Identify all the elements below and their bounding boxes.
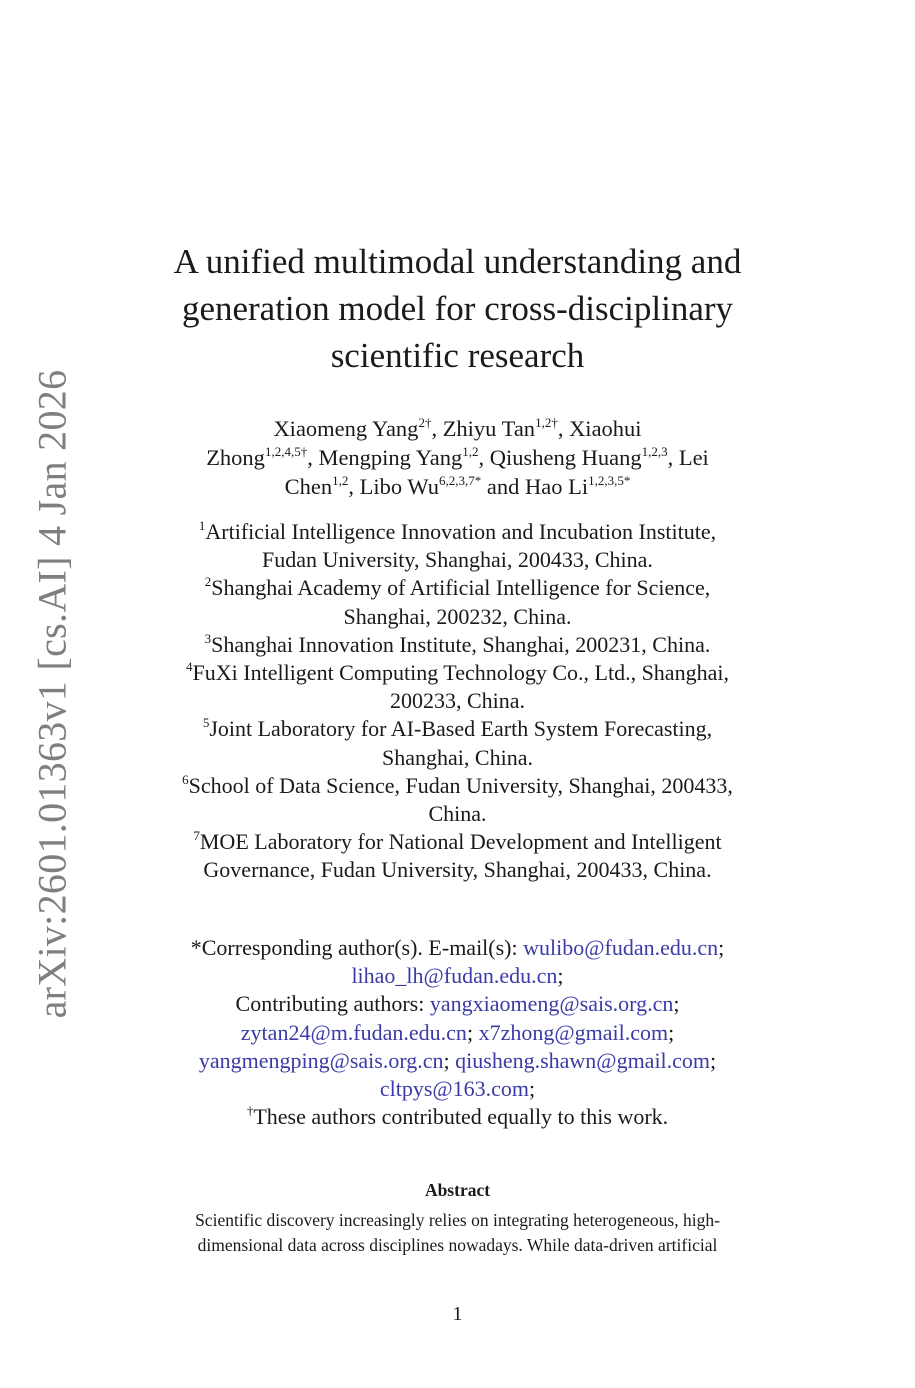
contact-block — [150, 934, 765, 1131]
author-name: Chen — [284, 474, 333, 499]
affiliation-text: MOE Laboratory for National Development and Intelligent — [199, 829, 722, 855]
contributing-line-3 — [150, 1047, 765, 1075]
email-link-qiusheng[interactable]: qiusheng.shawn@gmail.com — [455, 1047, 711, 1073]
separator: ; — [718, 935, 725, 960]
affiliation-7-cont: Governance, Fudan University, Shanghai, 200433, China. — [203, 857, 712, 883]
author-affil-sup: 6,2,3,7* — [438, 473, 482, 488]
contributing-line-4 — [150, 1075, 765, 1103]
affiliation-text: Artificial Intelligence Innovation and Incubation Institute, — [205, 519, 717, 544]
title-line-2: generation model for cross-disciplinary — [181, 289, 734, 328]
email-link-wulibo[interactable]: wulibo@fudan.edu.cn — [523, 935, 719, 960]
author-name: Xiaomeng Yang — [273, 416, 419, 441]
separator: ; — [443, 1047, 456, 1073]
affiliation-number: 3 — [204, 630, 212, 646]
author-affil-sup: 1,2,4,5† — [264, 444, 308, 459]
affiliation-text: Shanghai Innovation Institute, Shanghai, 200231, China. — [211, 631, 711, 657]
contributing-line — [150, 990, 765, 1018]
separator: ; — [668, 1019, 675, 1045]
author-name: , Qiusheng Huang — [478, 445, 642, 470]
equal-note-text: These authors contributed equally to this work. — [253, 1104, 669, 1130]
affiliation-4-cont: 200233, China. — [389, 688, 526, 714]
affiliation-5 — [150, 715, 765, 743]
corresponding-label: *Corresponding author(s). E-mail(s): — [190, 935, 524, 960]
affiliation-list — [150, 518, 765, 885]
dagger-mark: † — [246, 1103, 254, 1119]
email-link-x7zhong[interactable]: x7zhong@gmail.com — [478, 1019, 669, 1045]
affiliation-2-cont: Shanghai, 200232, China. — [343, 603, 572, 629]
affiliation-1-cont: Fudan University, Shanghai, 200433, China. — [262, 547, 653, 573]
author-name: , Lei — [667, 445, 709, 470]
author-line-3 — [150, 472, 765, 501]
author-affil-sup: 1,2 — [332, 473, 349, 488]
affiliation-number: 2 — [204, 574, 212, 590]
corresponding-line-2 — [150, 962, 765, 990]
abstract-line-1: Scientific discovery increasingly relies on integrating heterogeneous, high- — [195, 1210, 720, 1230]
paper-title — [150, 238, 765, 379]
author-name: , Libo Wu — [348, 474, 439, 499]
author-affil-sup: 2† — [418, 415, 432, 430]
arxiv-identifier-stamp: arXiv:2601.01363v1 [cs.AI] 4 Jan 2026 — [29, 369, 75, 1019]
author-name: Zhong — [206, 445, 265, 470]
abstract-heading: Abstract — [424, 1180, 491, 1200]
title-line-1: A unified multimodal understanding and — [173, 242, 742, 281]
author-line-2 — [150, 443, 765, 472]
email-link-yangxiaomeng[interactable]: yangxiaomeng@sais.org.cn — [429, 991, 674, 1017]
contributing-line-2 — [150, 1019, 765, 1047]
affiliation-7 — [150, 828, 765, 856]
affiliation-1 — [150, 518, 765, 546]
email-link-lihao[interactable]: lihao_lh@fudan.edu.cn — [351, 963, 558, 989]
author-name: , Xiaohui — [557, 416, 642, 441]
title-line-3: scientific research — [330, 336, 585, 375]
corresponding-line — [150, 934, 765, 962]
email-link-cltpys[interactable]: cltpys@163.com — [379, 1076, 530, 1102]
equal-contribution-note — [150, 1103, 765, 1131]
affiliation-number: 6 — [182, 771, 189, 787]
separator: ; — [710, 1047, 717, 1073]
author-list — [150, 414, 765, 501]
author-affil-sup: 1,2,3 — [641, 444, 668, 459]
affiliation-text: School of Data Science, Fudan University, Shanghai, 200433, — [188, 772, 733, 798]
affiliation-number: 7 — [193, 828, 200, 844]
author-name: , Zhiyu Tan — [431, 416, 536, 441]
affiliation-6-cont: China. — [428, 801, 487, 827]
affiliation-number: 4 — [186, 659, 193, 675]
affiliation-2 — [150, 574, 765, 602]
separator: ; — [466, 1019, 479, 1045]
author-line-1 — [150, 414, 765, 443]
affiliation-text: FuXi Intelligent Computing Technology Co., Ltd., Shanghai, — [192, 660, 729, 686]
affiliation-3 — [150, 631, 765, 659]
page-number: 1 — [452, 1303, 463, 1325]
affiliation-4 — [150, 659, 765, 687]
author-name: , Mengping Yang — [307, 445, 463, 470]
email-link-zytan[interactable]: zytan24@m.fudan.edu.cn — [240, 1019, 467, 1045]
affiliation-5-cont: Shanghai, China. — [382, 744, 533, 770]
author-affil-sup: 1,2† — [535, 415, 558, 430]
abstract-text — [150, 1208, 765, 1258]
separator: ; — [529, 1076, 536, 1102]
affiliation-number: 5 — [202, 715, 210, 731]
affiliation-number: 1 — [198, 518, 206, 533]
email-link-yangmengping[interactable]: yangmengping@sais.org.cn — [198, 1047, 444, 1073]
abstract-line-2: dimensional data across disciplines nowadays. While data-driven artificial — [197, 1235, 718, 1255]
author-affil-sup: 1,2 — [462, 444, 479, 459]
contributing-label: Contributing authors: — [235, 991, 430, 1017]
author-name: and Hao Li — [481, 474, 589, 499]
affiliation-6 — [150, 772, 765, 800]
separator: ; — [673, 991, 680, 1017]
author-affil-sup: 1,2,3,5* — [588, 473, 631, 488]
affiliation-text: Joint Laboratory for AI-Based Earth System Forecasting, — [209, 716, 713, 742]
affiliation-text: Shanghai Academy of Artificial Intelligence for Science, — [211, 575, 711, 601]
separator: ; — [557, 963, 564, 989]
